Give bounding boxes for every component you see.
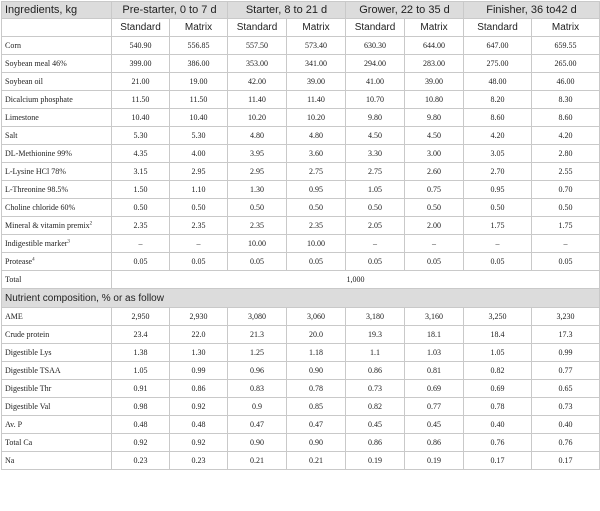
row-name-text: DL-Methionine 99%	[5, 149, 72, 158]
row-name-text: Digestible Thr	[5, 384, 52, 393]
value-cell: 0.05	[112, 253, 170, 271]
phase-header-starter: Starter, 8 to 21 d	[228, 2, 346, 19]
value-cell: 48.00	[464, 73, 532, 91]
diet-type-header-row	[2, 19, 600, 37]
value-cell: 0.05	[346, 253, 405, 271]
footnote-marker: 3	[67, 239, 70, 245]
value-cell: 4.80	[228, 127, 287, 145]
value-cell: 0.21	[228, 452, 287, 470]
value-cell: 1.75	[464, 217, 532, 235]
ingredients-column-header: Ingredients, kg	[2, 2, 112, 19]
value-cell: 659.55	[532, 37, 600, 55]
value-cell: 11.40	[287, 91, 346, 109]
value-cell: 0.50	[346, 199, 405, 217]
value-cell: 0.50	[532, 199, 600, 217]
value-cell: 4.00	[170, 145, 228, 163]
row-name-text: Corn	[5, 41, 21, 50]
value-cell: 3,180	[346, 308, 405, 326]
value-cell: 540.90	[112, 37, 170, 55]
value-cell: 0.05	[405, 253, 464, 271]
nutrient-row	[2, 452, 600, 470]
value-cell: 22.0	[170, 326, 228, 344]
value-cell: 0.50	[405, 199, 464, 217]
value-cell: 0.21	[287, 452, 346, 470]
value-cell: 1.05	[464, 344, 532, 362]
row-name-text: Dicalcium phosphate	[5, 95, 73, 104]
value-cell: 2.35	[287, 217, 346, 235]
nutrient-row	[2, 416, 600, 434]
value-cell: 5.30	[170, 127, 228, 145]
subheader-matrix: Matrix	[532, 19, 600, 37]
value-cell: 0.70	[532, 181, 600, 199]
ingredient-row	[2, 55, 600, 73]
subheader-standard: Standard	[228, 19, 287, 37]
nutrient-row-label	[2, 380, 112, 398]
value-cell: –	[346, 235, 405, 253]
value-cell: 0.83	[228, 380, 287, 398]
row-name-text: Na	[5, 456, 15, 465]
value-cell: 4.20	[532, 127, 600, 145]
value-cell: 3,230	[532, 308, 600, 326]
value-cell: 0.9	[228, 398, 287, 416]
ingredient-row	[2, 37, 600, 55]
value-cell: 1.38	[112, 344, 170, 362]
value-cell: 1.03	[405, 344, 464, 362]
empty-header-cell	[2, 19, 112, 37]
value-cell: 0.19	[346, 452, 405, 470]
nutrient-row-label	[2, 416, 112, 434]
ingredient-row	[2, 235, 600, 253]
ingredient-row-label	[2, 181, 112, 199]
value-cell: –	[532, 235, 600, 253]
nutrient-row	[2, 434, 600, 452]
value-cell: 10.00	[228, 235, 287, 253]
value-cell: 0.90	[287, 362, 346, 380]
row-name-text: Digestible TSAA	[5, 366, 61, 375]
value-cell: –	[112, 235, 170, 253]
nutrient-row-label	[2, 308, 112, 326]
ingredient-row-label	[2, 163, 112, 181]
value-cell: 10.00	[287, 235, 346, 253]
value-cell: 0.50	[112, 199, 170, 217]
value-cell: 0.45	[405, 416, 464, 434]
value-cell: 0.48	[112, 416, 170, 434]
value-cell: 353.00	[228, 55, 287, 73]
value-cell: –	[170, 235, 228, 253]
value-cell: 1.50	[112, 181, 170, 199]
value-cell: 0.82	[464, 362, 532, 380]
row-name-text: Digestible Lys	[5, 348, 52, 357]
value-cell: 42.00	[228, 73, 287, 91]
value-cell: 0.40	[532, 416, 600, 434]
value-cell: 3.15	[112, 163, 170, 181]
total-label: Total	[2, 271, 112, 289]
value-cell: 0.69	[405, 380, 464, 398]
value-cell: 1.30	[170, 344, 228, 362]
value-cell: 0.19	[405, 452, 464, 470]
total-row	[2, 271, 600, 289]
footnote-marker: 2	[89, 221, 93, 227]
value-cell: 10.40	[112, 109, 170, 127]
value-cell: 0.47	[287, 416, 346, 434]
nutrient-row	[2, 344, 600, 362]
value-cell: 0.86	[346, 434, 405, 452]
nutrient-row-label	[2, 398, 112, 416]
nutrient-row	[2, 326, 600, 344]
value-cell: 0.99	[170, 362, 228, 380]
value-cell: 0.05	[170, 253, 228, 271]
ingredient-row-label	[2, 73, 112, 91]
ingredient-row-label	[2, 37, 112, 55]
value-cell: 2.70	[464, 163, 532, 181]
phase-header-pre-starter: Pre-starter, 0 to 7 d	[112, 2, 228, 19]
value-cell: 644.00	[405, 37, 464, 55]
value-cell: 3,060	[287, 308, 346, 326]
value-cell: 3,250	[464, 308, 532, 326]
value-cell: 1.1	[346, 344, 405, 362]
value-cell: 0.65	[532, 380, 600, 398]
row-name-text: Protease	[5, 257, 33, 266]
ingredient-row-label	[2, 91, 112, 109]
value-cell: 0.17	[464, 452, 532, 470]
value-cell: 4.50	[346, 127, 405, 145]
value-cell: 8.30	[532, 91, 600, 109]
nutrient-row-label	[2, 434, 112, 452]
value-cell: 23.4	[112, 326, 170, 344]
value-cell: 11.40	[228, 91, 287, 109]
value-cell: 0.86	[405, 434, 464, 452]
nutrients-body	[2, 308, 600, 470]
value-cell: 19.3	[346, 326, 405, 344]
value-cell: 3.95	[228, 145, 287, 163]
nutrient-section-header: Nutrient composition, % or as follow	[2, 289, 600, 308]
value-cell: 3.00	[405, 145, 464, 163]
nutrient-row-label	[2, 326, 112, 344]
value-cell: 2.05	[346, 217, 405, 235]
value-cell: 0.50	[464, 199, 532, 217]
row-name-text: Av. P	[5, 420, 23, 429]
value-cell: 0.90	[228, 434, 287, 452]
value-cell: 21.3	[228, 326, 287, 344]
subheader-standard: Standard	[112, 19, 170, 37]
value-cell: 2.80	[532, 145, 600, 163]
value-cell: 3.60	[287, 145, 346, 163]
value-cell: 0.82	[346, 398, 405, 416]
value-cell: 11.50	[112, 91, 170, 109]
value-cell: 18.1	[405, 326, 464, 344]
ingredient-row	[2, 127, 600, 145]
value-cell: 0.90	[287, 434, 346, 452]
value-cell: 0.23	[170, 452, 228, 470]
value-cell: 0.73	[532, 398, 600, 416]
subheader-matrix: Matrix	[170, 19, 228, 37]
value-cell: 9.80	[346, 109, 405, 127]
value-cell: 294.00	[346, 55, 405, 73]
value-cell: 0.78	[464, 398, 532, 416]
total-body	[2, 271, 600, 308]
value-cell: 265.00	[532, 55, 600, 73]
value-cell: 3,080	[228, 308, 287, 326]
ingredient-row	[2, 109, 600, 127]
ingredient-row	[2, 253, 600, 271]
ingredient-row-label	[2, 127, 112, 145]
value-cell: 0.95	[464, 181, 532, 199]
row-name-text: Soybean oil	[5, 77, 43, 86]
value-cell: 0.86	[346, 362, 405, 380]
value-cell: 556.85	[170, 37, 228, 55]
phase-header-grower: Grower, 22 to 35 d	[346, 2, 464, 19]
value-cell: –	[464, 235, 532, 253]
ingredient-row-label	[2, 253, 112, 271]
diet-composition-table	[1, 1, 600, 470]
ingredient-row	[2, 217, 600, 235]
total-value: 1,000	[112, 271, 600, 289]
row-name-text: AME	[5, 312, 23, 321]
subheader-matrix: Matrix	[405, 19, 464, 37]
value-cell: 0.76	[464, 434, 532, 452]
value-cell: 0.81	[405, 362, 464, 380]
nutrient-row	[2, 362, 600, 380]
value-cell: 20.0	[287, 326, 346, 344]
value-cell: 1.10	[170, 181, 228, 199]
value-cell: 0.99	[532, 344, 600, 362]
value-cell: 0.77	[405, 398, 464, 416]
value-cell: 1.05	[346, 181, 405, 199]
ingredient-row	[2, 181, 600, 199]
row-name-text: L-Lysine HCl 78%	[5, 167, 66, 176]
value-cell: 0.85	[287, 398, 346, 416]
value-cell: 275.00	[464, 55, 532, 73]
value-cell: 0.98	[112, 398, 170, 416]
value-cell: 0.69	[464, 380, 532, 398]
value-cell: 2.75	[287, 163, 346, 181]
value-cell: 0.40	[464, 416, 532, 434]
value-cell: 1.75	[532, 217, 600, 235]
ingredients-body	[2, 37, 600, 271]
value-cell: 2.35	[112, 217, 170, 235]
value-cell: 46.00	[532, 73, 600, 91]
value-cell: 10.80	[405, 91, 464, 109]
value-cell: 2.00	[405, 217, 464, 235]
value-cell: 2.95	[228, 163, 287, 181]
value-cell: 2.60	[405, 163, 464, 181]
value-cell: 2.55	[532, 163, 600, 181]
row-name-text: Soybean meal 46%	[5, 59, 67, 68]
value-cell: 8.20	[464, 91, 532, 109]
value-cell: 1.18	[287, 344, 346, 362]
value-cell: 0.76	[532, 434, 600, 452]
value-cell: 8.60	[532, 109, 600, 127]
value-cell: 2,930	[170, 308, 228, 326]
value-cell: 2.35	[228, 217, 287, 235]
value-cell: 2.75	[346, 163, 405, 181]
row-name-text: Limestone	[5, 113, 39, 122]
value-cell: 1.30	[228, 181, 287, 199]
nutrient-section-row	[2, 289, 600, 308]
value-cell: 0.91	[112, 380, 170, 398]
value-cell: 39.00	[405, 73, 464, 91]
value-cell: 0.77	[532, 362, 600, 380]
value-cell: 0.50	[228, 199, 287, 217]
value-cell: 0.50	[287, 199, 346, 217]
ingredient-row	[2, 199, 600, 217]
ingredient-row-label	[2, 199, 112, 217]
value-cell: 3,160	[405, 308, 464, 326]
value-cell: 10.20	[228, 109, 287, 127]
nutrient-row-label	[2, 344, 112, 362]
nutrient-row	[2, 398, 600, 416]
value-cell: 3.30	[346, 145, 405, 163]
value-cell: 0.96	[228, 362, 287, 380]
ingredient-row	[2, 91, 600, 109]
subheader-matrix: Matrix	[287, 19, 346, 37]
row-name-text: Choline chloride 60%	[5, 203, 76, 212]
subheader-standard: Standard	[346, 19, 405, 37]
phase-header-finisher: Finisher, 36 to42 d	[464, 2, 600, 19]
value-cell: 573.40	[287, 37, 346, 55]
ingredient-row	[2, 145, 600, 163]
ingredient-row	[2, 163, 600, 181]
nutrient-row	[2, 308, 600, 326]
subheader-standard: Standard	[464, 19, 532, 37]
value-cell: 0.47	[228, 416, 287, 434]
value-cell: 10.40	[170, 109, 228, 127]
value-cell: 0.92	[170, 398, 228, 416]
value-cell: 386.00	[170, 55, 228, 73]
footnote-marker: 4	[32, 257, 35, 263]
ingredient-row	[2, 73, 600, 91]
ingredient-row-label	[2, 145, 112, 163]
value-cell: 4.35	[112, 145, 170, 163]
value-cell: 2.35	[170, 217, 228, 235]
value-cell: –	[405, 235, 464, 253]
ingredient-row-label	[2, 55, 112, 73]
value-cell: 0.05	[287, 253, 346, 271]
value-cell: 0.92	[170, 434, 228, 452]
value-cell: 341.00	[287, 55, 346, 73]
ingredient-row-label	[2, 235, 112, 253]
value-cell: 1.25	[228, 344, 287, 362]
value-cell: 11.50	[170, 91, 228, 109]
nutrient-row-label	[2, 362, 112, 380]
value-cell: 283.00	[405, 55, 464, 73]
value-cell: 17.3	[532, 326, 600, 344]
value-cell: 2,950	[112, 308, 170, 326]
value-cell: 10.70	[346, 91, 405, 109]
phase-header-row	[2, 2, 600, 19]
row-name-text: Mineral & vitamin premix	[5, 221, 90, 230]
value-cell: 0.50	[170, 199, 228, 217]
value-cell: 2.95	[170, 163, 228, 181]
value-cell: 0.48	[170, 416, 228, 434]
value-cell: 19.00	[170, 73, 228, 91]
value-cell: 0.05	[464, 253, 532, 271]
value-cell: 0.23	[112, 452, 170, 470]
value-cell: 5.30	[112, 127, 170, 145]
value-cell: 647.00	[464, 37, 532, 55]
value-cell: 0.78	[287, 380, 346, 398]
value-cell: 3.05	[464, 145, 532, 163]
value-cell: 0.17	[532, 452, 600, 470]
value-cell: 0.86	[170, 380, 228, 398]
value-cell: 399.00	[112, 55, 170, 73]
value-cell: 0.75	[405, 181, 464, 199]
value-cell: 9.80	[405, 109, 464, 127]
value-cell: 0.45	[346, 416, 405, 434]
value-cell: 0.05	[532, 253, 600, 271]
value-cell: 0.92	[112, 434, 170, 452]
value-cell: 4.20	[464, 127, 532, 145]
row-name-text: Crude protein	[5, 330, 50, 339]
value-cell: 0.05	[228, 253, 287, 271]
nutrient-row-label	[2, 452, 112, 470]
row-name-text: L-Threonine 98.5%	[5, 185, 69, 194]
ingredient-row-label	[2, 109, 112, 127]
value-cell: 4.50	[405, 127, 464, 145]
nutrient-row	[2, 380, 600, 398]
value-cell: 1.05	[112, 362, 170, 380]
value-cell: 0.73	[346, 380, 405, 398]
value-cell: 21.00	[112, 73, 170, 91]
row-name-text: Indigestible marker	[5, 239, 68, 248]
value-cell: 41.00	[346, 73, 405, 91]
value-cell: 630.30	[346, 37, 405, 55]
value-cell: 8.60	[464, 109, 532, 127]
ingredient-row-label	[2, 217, 112, 235]
value-cell: 10.20	[287, 109, 346, 127]
value-cell: 4.80	[287, 127, 346, 145]
row-name-text: Total Ca	[5, 438, 33, 447]
value-cell: 557.50	[228, 37, 287, 55]
value-cell: 0.95	[287, 181, 346, 199]
value-cell: 39.00	[287, 73, 346, 91]
row-name-text: Digestible Val	[5, 402, 51, 411]
row-name-text: Salt	[5, 131, 18, 140]
value-cell: 18.4	[464, 326, 532, 344]
